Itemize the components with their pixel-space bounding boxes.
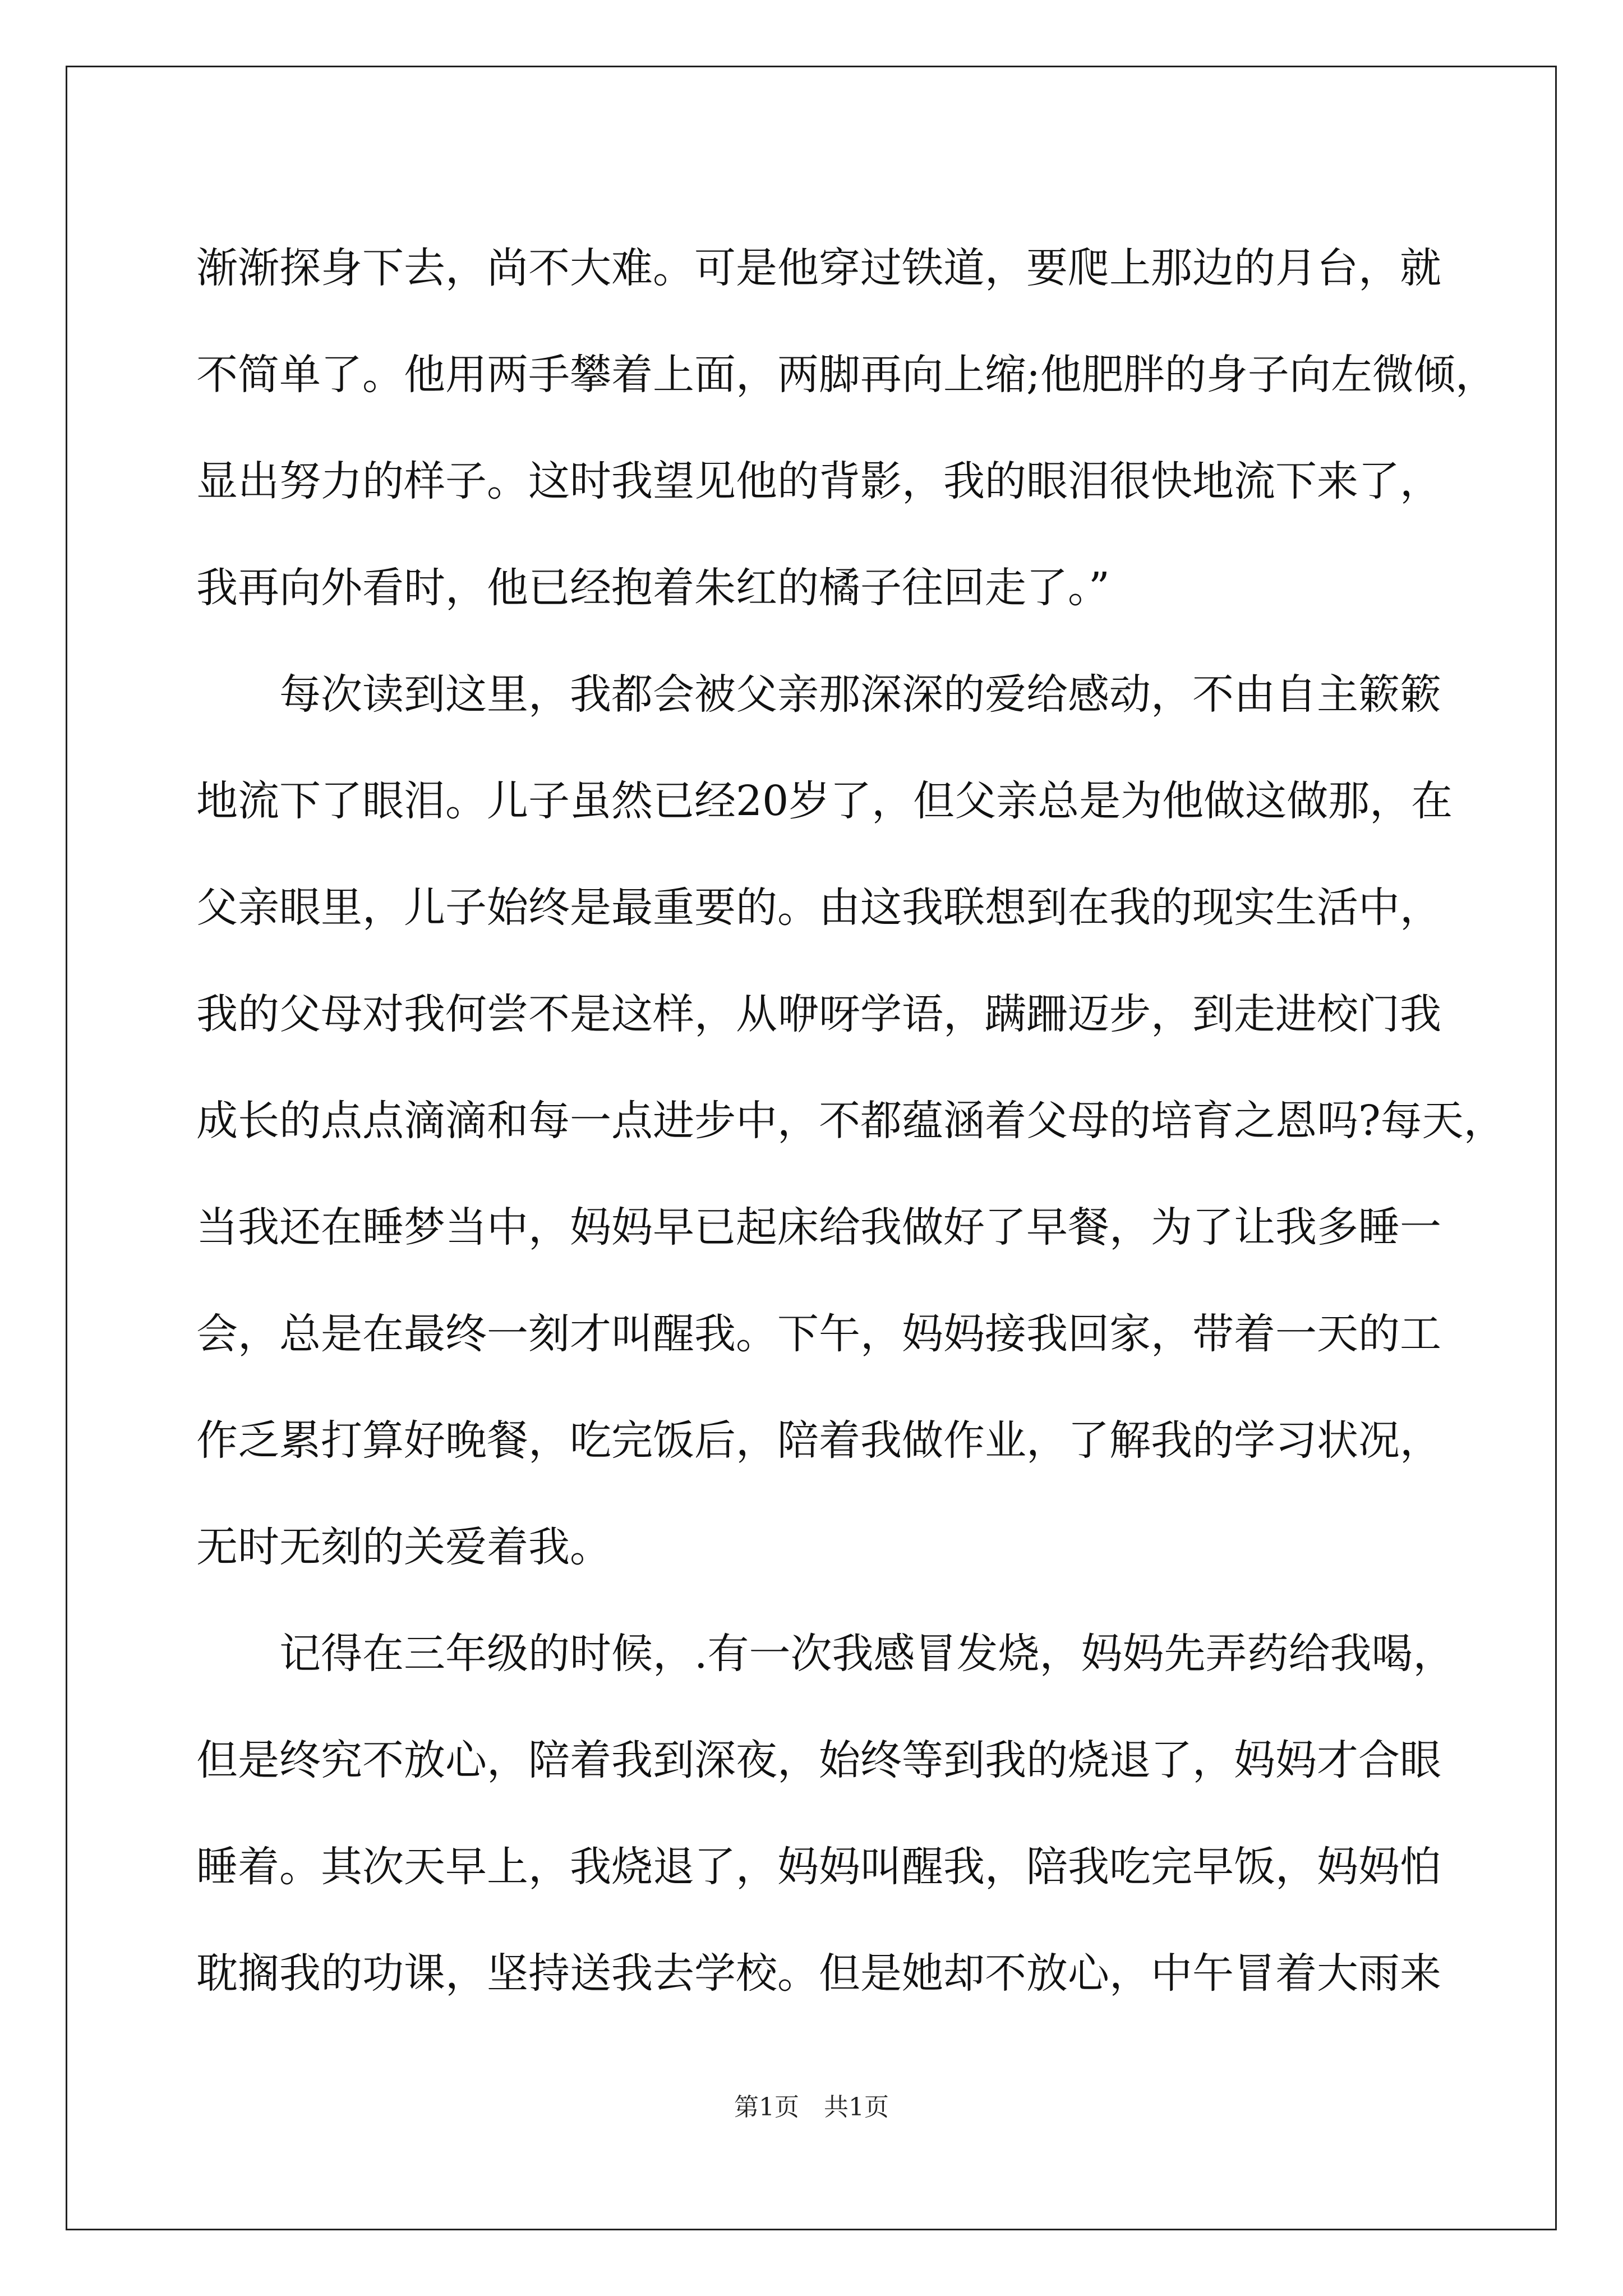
text-line: 不简单了。他用两手攀着上面，两脚再向上缩;他肥胖的身子向左微倾， [196, 351, 1497, 399]
text-line: 无时无刻的关爱着我。 [196, 1523, 611, 1571]
text-line: 地流下了眼泪。儿子虽然已经20岁了，但父亲总是为他做这做那，在 [196, 777, 1453, 825]
text-line: 渐渐探身下去，尚不大难。可是他穿过铁道，要爬上那边的月台，就 [196, 244, 1441, 292]
text-line: 成长的点点滴滴和每一点进步中，不都蕴涵着父母的培育之恩吗?每天， [196, 1097, 1505, 1145]
text-line: 耽搁我的功课，坚持送我去学校。但是她却不放心，中午冒着大雨来 [196, 1949, 1441, 1998]
text-line: 作乏累打算好晚餐，吃完饭后，陪着我做作业，了解我的学习状况， [196, 1416, 1441, 1465]
text-line: 睡着。其次天早上，我烧退了，妈妈叫醒我，陪我吃完早饭，妈妈怕 [196, 1843, 1441, 1891]
document-body [196, 215, 1505, 2027]
page-number-footer: 第1页 共1页 [734, 2093, 889, 2122]
text-line: 但是终究不放心，陪着我到深夜，始终等到我的烧退了，妈妈才合眼 [196, 1736, 1441, 1784]
text-line: 当我还在睡梦当中，妈妈早已起床给我做好了早餐，为了让我多睡一 [196, 1203, 1441, 1251]
text-line: 我再向外看时，他已经抱着朱红的橘子往回走了。” [196, 564, 1110, 612]
text-line: 每次读到这里，我都会被父亲那深深的爱给感动，不由自主簌簌 [279, 670, 1441, 719]
text-line: 父亲眼里，儿子始终是最重要的。由这我联想到在我的现实生活中， [196, 884, 1441, 932]
text-line: 记得在三年级的时候，.有一次我感冒发烧，妈妈先弄药给我喝， [279, 1630, 1455, 1678]
text-line: 会，总是在最终一刻才叫醒我。下午，妈妈接我回家，带着一天的工 [196, 1310, 1441, 1358]
text-line: 我的父母对我何尝不是这样，从咿呀学语，蹒跚迈步，到走进校门我 [196, 990, 1441, 1038]
text-line: 显出努力的样子。这时我望见他的背影，我的眼泪很快地流下来了， [196, 457, 1441, 505]
